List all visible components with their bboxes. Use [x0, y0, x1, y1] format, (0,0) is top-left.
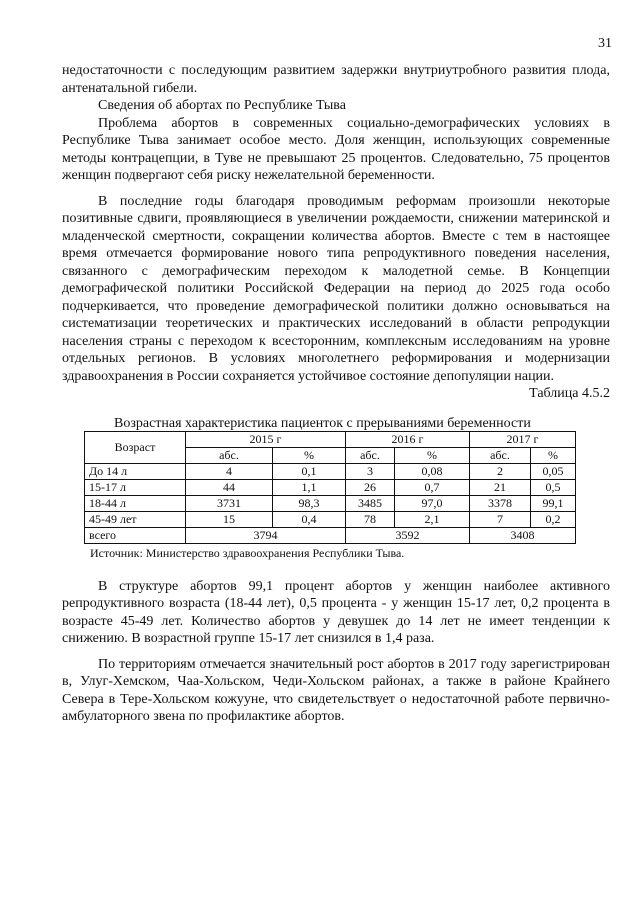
cell: 1,1: [273, 479, 346, 495]
cell: 2,1: [395, 511, 470, 527]
abortion-age-table: [84, 431, 576, 544]
cell: 7: [470, 511, 531, 527]
header-pct: %: [395, 447, 470, 463]
cell: 15: [186, 511, 273, 527]
row-age: 15-17 л: [85, 479, 186, 495]
paragraph: Проблема абортов в современных социально-демографических условиях в Республике Тыва занимает особое место. Доля женщин, использующих современные методы контрацепции, в Туве не превышают 25 процентов. Следовательно, 75 процентов женщин подвергают себя риску нежелательной беременности.: [62, 115, 610, 183]
cell: 3731: [186, 495, 273, 511]
cell: 78: [346, 511, 395, 527]
table-header-row: [85, 431, 576, 447]
cell: 2: [470, 463, 531, 479]
table-total-row: [85, 527, 576, 543]
page-number: 31: [598, 36, 612, 51]
table-label: Таблица 4.5.2: [529, 386, 610, 401]
cell: 21: [470, 479, 531, 495]
section-heading: Сведения об абортах по Республике Тыва: [98, 98, 346, 113]
cell: 26: [346, 479, 395, 495]
cell: 99,1: [531, 495, 576, 511]
cell: 0,7: [395, 479, 470, 495]
cell: 3485: [346, 495, 395, 511]
row-age: 18-44 л: [85, 495, 186, 511]
table-row: [85, 479, 576, 495]
table-caption: Возрастная характеристика пациенток с прерываниями беременности: [114, 415, 531, 431]
cell: 3: [346, 463, 395, 479]
header-pct: %: [531, 447, 576, 463]
total-label: всего: [85, 527, 186, 543]
cell: 0,08: [395, 463, 470, 479]
total-2015: 3794: [186, 527, 346, 543]
header-abs: абс.: [346, 447, 395, 463]
cell: 98,3: [273, 495, 346, 511]
header-age: Возраст: [85, 431, 186, 463]
header-abs: абс.: [470, 447, 531, 463]
cell: 0,1: [273, 463, 346, 479]
header-year-2017: 2017 г: [470, 431, 576, 447]
header-year-2015: 2015 г: [186, 431, 346, 447]
table-source: Источник: Министерство здравоохранения Республики Тыва.: [90, 545, 405, 560]
header-year-2016: 2016 г: [346, 431, 470, 447]
cell: 4: [186, 463, 273, 479]
table-row: [85, 463, 576, 479]
row-age: 45-49 лет: [85, 511, 186, 527]
paragraph: В структуре абортов 99,1 процент абортов у женщин наиболее активного репродуктивного возраста (18-44 лет), 0,5 процента - у женщин 15-17 лет, 0,2 процента в возрасте 45-49 лет. Количество абортов у девушек до 14 лет не имеет тенденции к снижению. В возрастной группе 15-17 лет снизился в 1,4 раза.: [62, 578, 610, 646]
document-body: [62, 62, 610, 726]
cell: 97,0: [395, 495, 470, 511]
paragraph: В последние годы благодаря проводимым реформам произошли некоторые позитивные сдвиги, проявляющиеся в увеличении рождаемости, снижении материнской и младенческой смертности, сокращении количества абортов. Вместе с тем в настоящее время отмечается формирование нового типа репродуктивного поведения населения, связанного с демографическим переходом к малодетной семье. В Концепции демографической политики Российской Федерации на период до 2025 года особо подчеркивается, что проведение демографической политики должно основываться на систематизации теоретических и практических исследований в области репродукции населения страны с переходом к всесторонним, комплексным исследованиям на уровне отдельных регионов. В условиях многолетнего реформирования и модернизации здравоохранения в России сохраняется устойчивое состояние депопуляции нации.: [62, 193, 610, 384]
header-pct: %: [273, 447, 346, 463]
cell: 0,5: [531, 479, 576, 495]
cell: 3378: [470, 495, 531, 511]
total-2016: 3592: [346, 527, 470, 543]
paragraph: По территориям отмечается значительный рост абортов в 2017 году зарегистрирован в, Улуг-Хемском, Чаа-Хольском, Чеди-Хольском районах, а также в районе Крайнего Севера в Тере-Хольском кожууне, что свидетельствует о недостаточной работе первично-амбулаторного звена по профилактике абортов.: [62, 656, 610, 724]
cell: 0,2: [531, 511, 576, 527]
cell: 0,05: [531, 463, 576, 479]
row-age: До 14 л: [85, 463, 186, 479]
table-row: [85, 511, 576, 527]
total-2017: 3408: [470, 527, 576, 543]
paragraph: недостаточности с последующим развитием задержки внутриутробного развития плода, антенатальной гибели.: [62, 63, 610, 96]
cell: 44: [186, 479, 273, 495]
header-abs: абс.: [186, 447, 273, 463]
cell: 0,4: [273, 511, 346, 527]
table-row: [85, 495, 576, 511]
